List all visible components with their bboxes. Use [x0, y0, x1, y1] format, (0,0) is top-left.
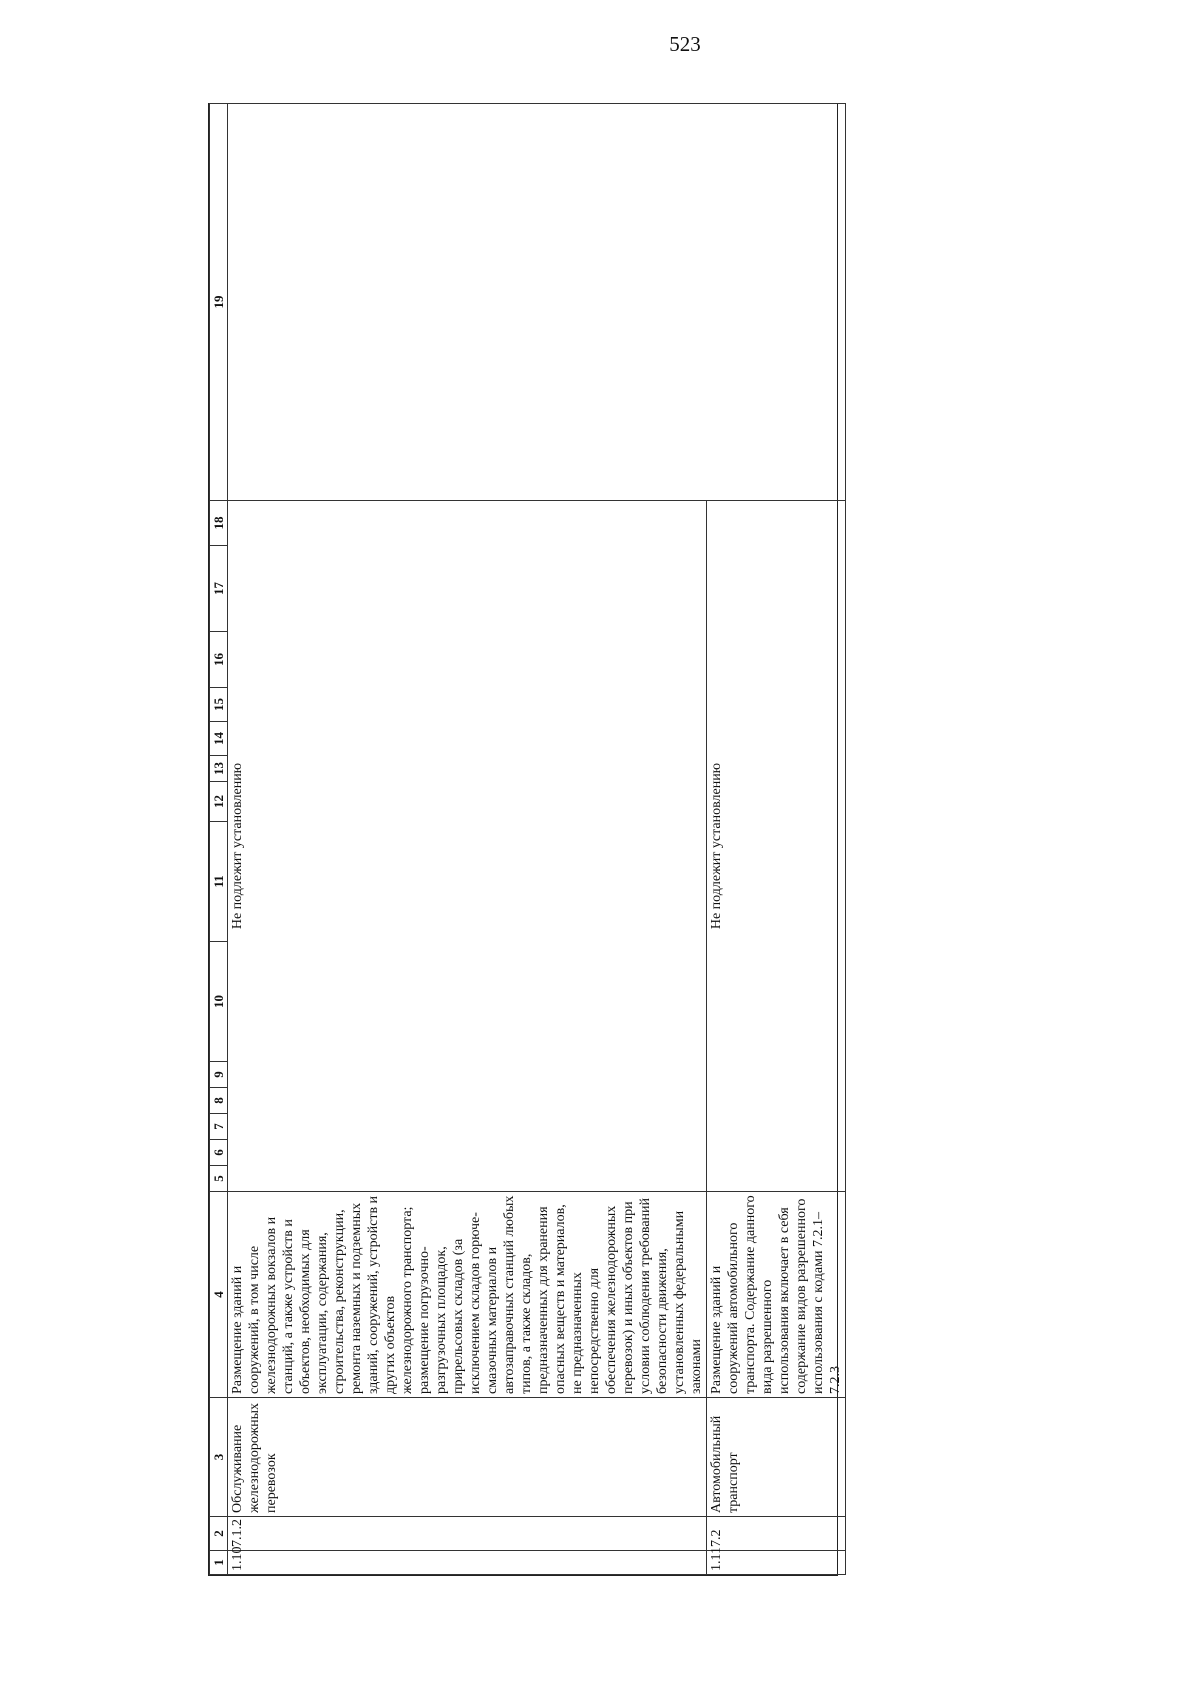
column-header: 13 — [210, 756, 228, 782]
table-header-row — [210, 104, 228, 1575]
column-header: 3 — [210, 1398, 228, 1517]
column-header: 16 — [210, 632, 228, 688]
row-number-cell: 1.10 — [228, 1551, 707, 1575]
column-header: 9 — [210, 1062, 228, 1088]
column-header: 11 — [210, 822, 228, 942]
row-note-cell: Не подлежит установлению — [707, 501, 846, 1192]
column-19-cell — [228, 104, 846, 501]
column-header: 12 — [210, 782, 228, 822]
page-number: 523 — [669, 32, 701, 56]
land-use-table — [209, 103, 846, 1575]
row-description-cell: Размещение зданий и сооружений автомобильного транспорта. Содержание данного вида разрешенного использования включает в себя содержание видов разрешенного использования с кодами 7.2.1–7.2.3 — [707, 1192, 846, 1398]
column-header: 6 — [210, 1140, 228, 1166]
column-header: 19 — [210, 104, 228, 501]
column-header: 7 — [210, 1114, 228, 1140]
column-header: 2 — [210, 1517, 228, 1551]
row-code-cell: 7.1.2 — [228, 1517, 707, 1551]
column-header: 8 — [210, 1088, 228, 1114]
column-header: 10 — [210, 942, 228, 1062]
row-name-cell: Обслуживание железнодорожных перевозок — [228, 1398, 707, 1517]
table-row — [228, 104, 707, 1575]
row-number-cell: 1.11 — [707, 1551, 846, 1575]
column-header: 15 — [210, 688, 228, 722]
row-note-cell: Не подлежит установлению — [228, 501, 707, 1192]
column-header: 5 — [210, 1166, 228, 1192]
column-header: 4 — [210, 1192, 228, 1398]
column-header: 1 — [210, 1551, 228, 1575]
row-name-cell: Автомобильный транспорт — [707, 1398, 846, 1517]
rotated-table-container — [208, 103, 843, 1576]
row-description-cell: Размещение зданий и сооружений, в том числе железнодорожных вокзалов и станций, а также устройств и объектов, необходимых для эксплуатации, содержания, строительства, реконструкции, ремонта наземных и подземных зданий, сооружений, устройств и других объектов железнодорожного транспорта; размещение погрузочно-разгрузочных площадок, прирельсовых складов (за исключением складов горюче-смазочных материалов и автозаправочных станций любых типов, а также складов, предназначенных для хранения опасных веществ и материалов, не предназначенных непосредственно для обеспечения железнодорожных перевозок) и иных объектов при условии соблюдения требований безопасности движения, установленных федеральными законами — [228, 1192, 707, 1398]
column-header: 14 — [210, 722, 228, 756]
column-header: 17 — [210, 546, 228, 632]
row-code-cell: 7.2 — [707, 1517, 846, 1551]
column-header: 18 — [210, 501, 228, 546]
